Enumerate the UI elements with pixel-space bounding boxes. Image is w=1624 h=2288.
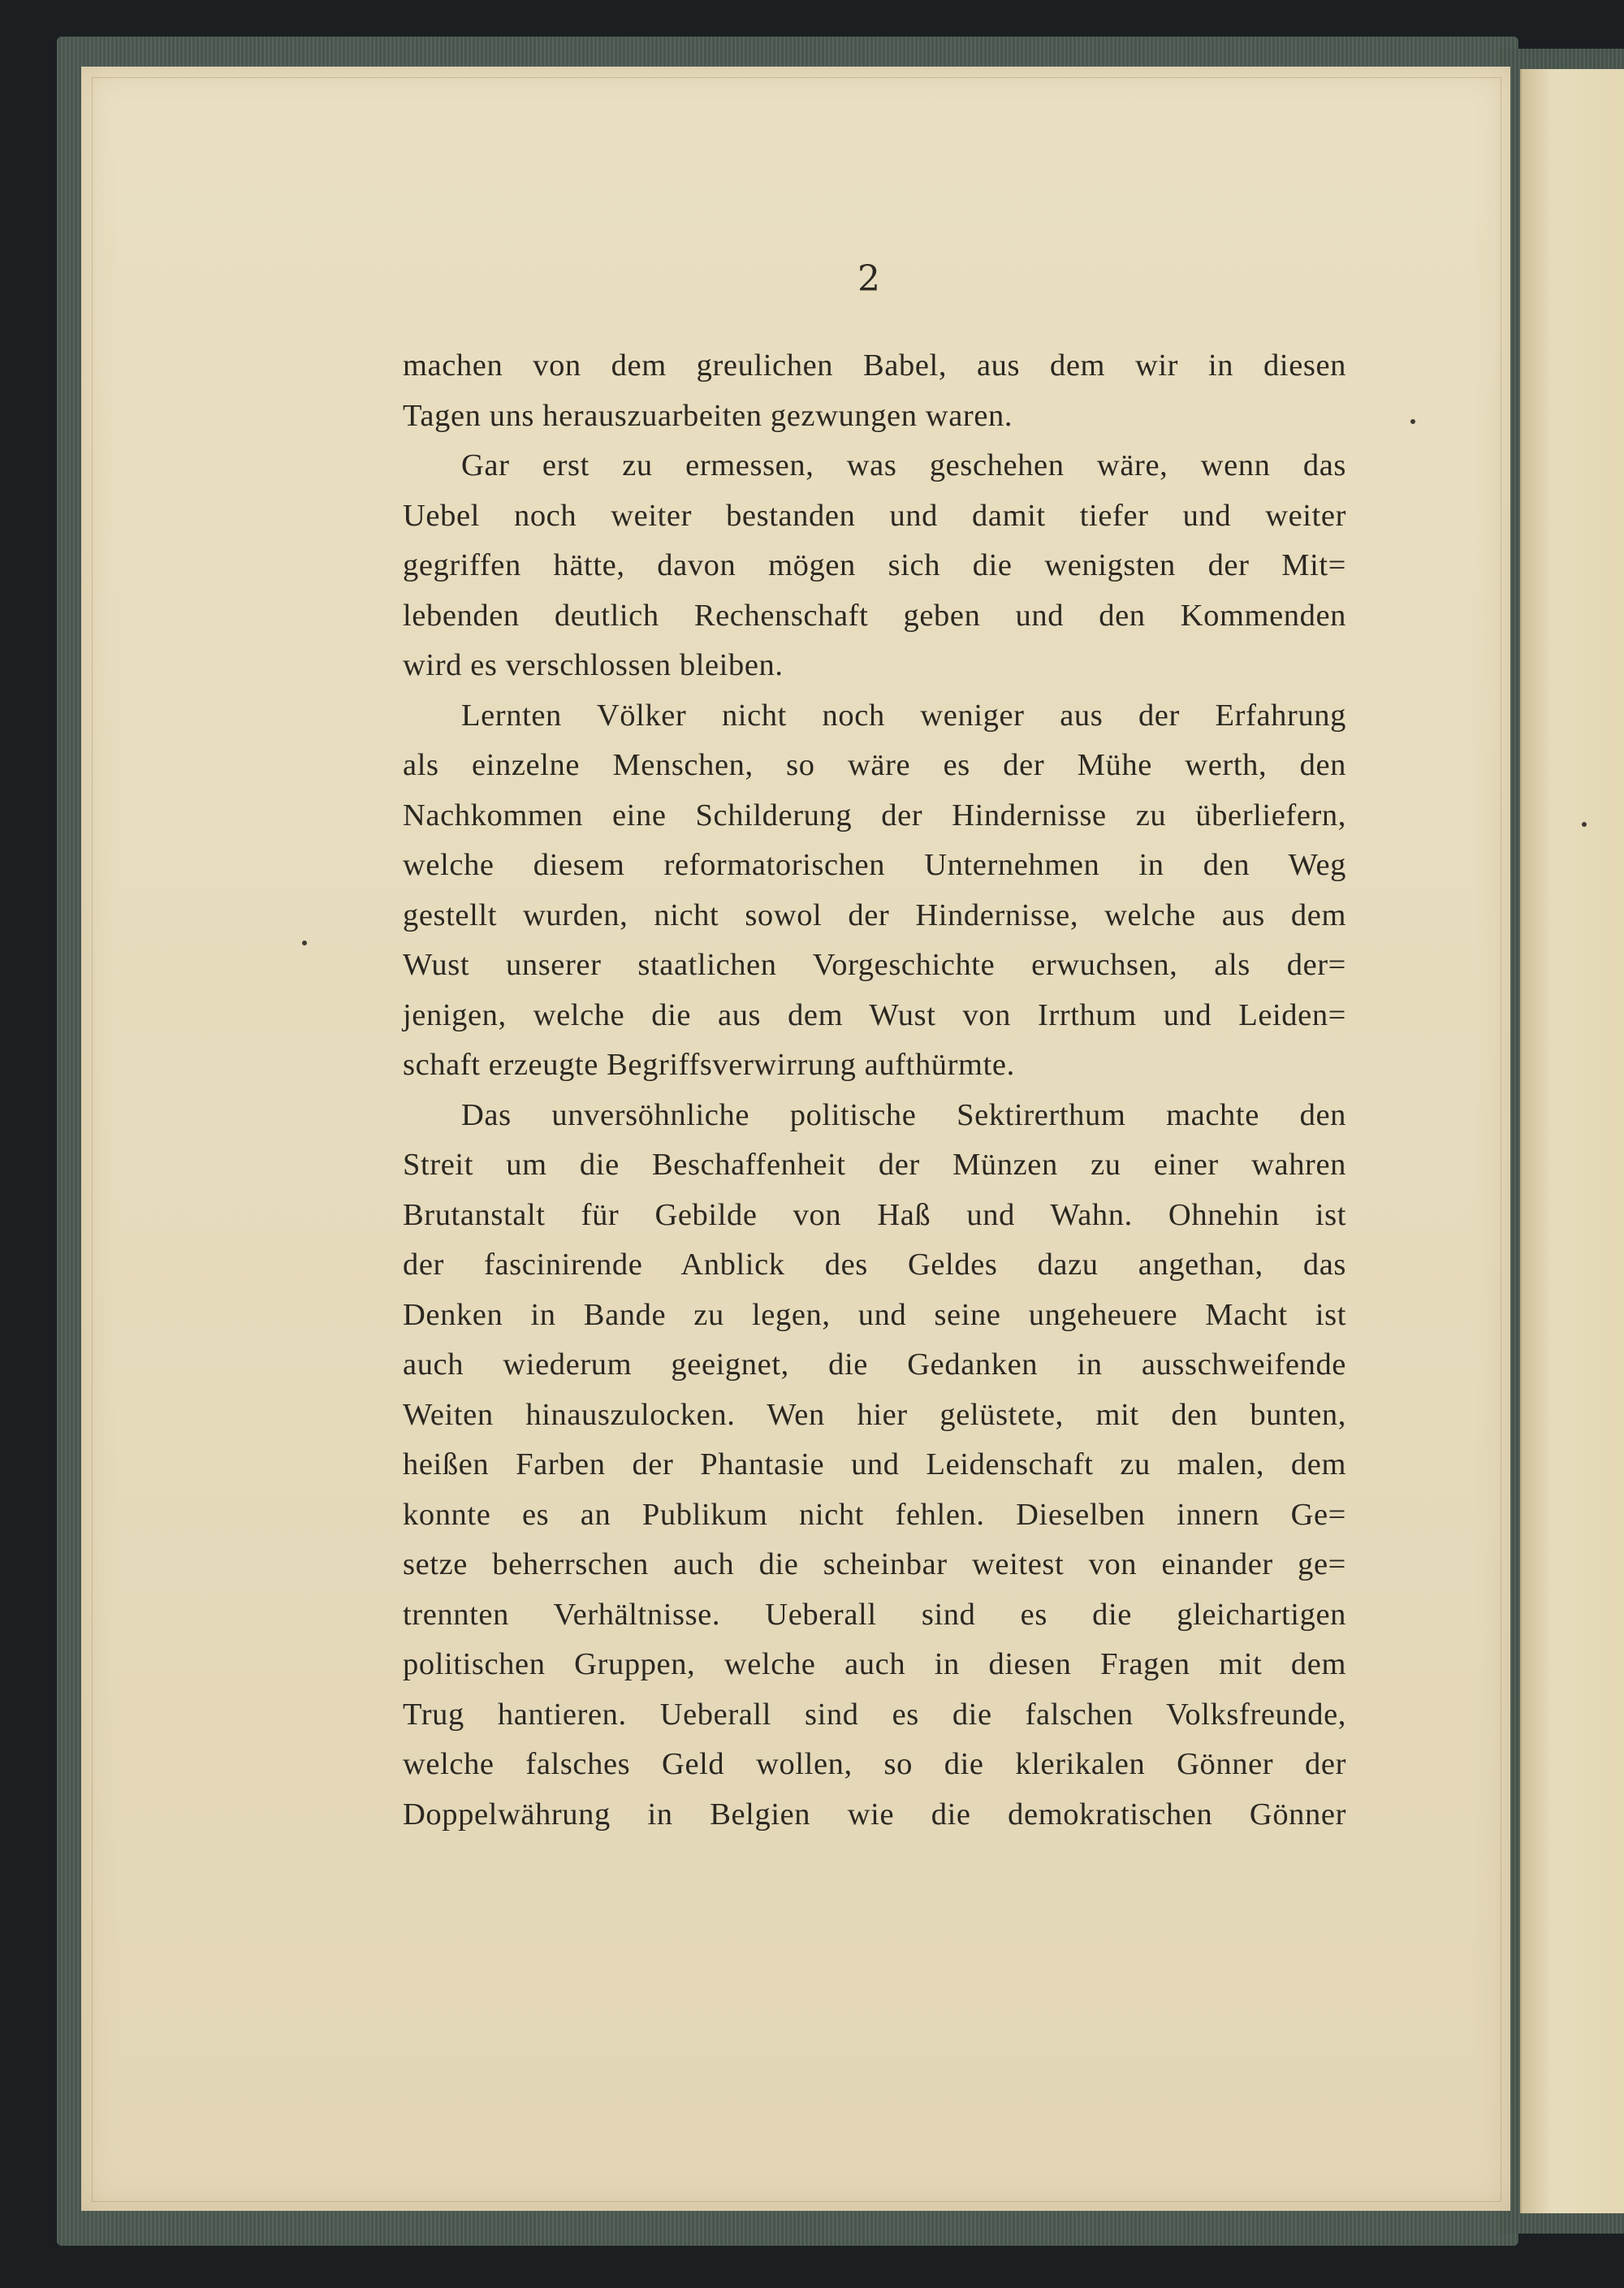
text-line: gestellt wurden, nicht sowol der Hindernisse, welche aus dem [403,897,1346,932]
text-line: gegriffen hätte, davon mögen sich die wenigsten der Mit= [403,548,1346,582]
text-line: der fascinirende Anblick des Geldes dazu angethan, das [403,1248,1346,1282]
text-line: schaft erzeugte Begriffsverwirrung aufthürmte. [403,1048,1015,1082]
facing-page-edge [1520,69,1624,2213]
text-line: Nachkommen eine Schilderung der Hindernisse zu überliefern, [403,798,1346,833]
text-line: Denken in Bande zu legen, und seine ungeheuere Macht ist [403,1297,1346,1332]
text-line: Tagen uns herauszuarbeiten gezwungen waren. [403,398,1013,433]
page-text [403,341,1346,1840]
text-line: jenigen, welche die aus dem Wust von Irrthum und Leiden= [403,997,1346,1032]
text-line: lebenden deutlich Rechenschaft geben und den Kommenden [403,598,1346,633]
text-line: Lernten Völker nicht noch weniger aus der Erfahrung [461,698,1346,733]
paper-speck [1582,822,1587,827]
text-line: welche diesem reformatorischen Unternehmen in den Weg [403,848,1346,882]
text-line: als einzelne Menschen, so wäre es der Mühe werth, den [403,748,1346,782]
text-line: Doppelwährung in Belgien wie die demokratischen Gönner [403,1797,1346,1832]
text-line: setze beherrschen auch die scheinbar weitest von einander ge= [403,1547,1346,1581]
text-line: Streit um die Beschaffenheit der Münzen zu einer wahren [403,1148,1346,1182]
text-line: welche falsches Geld wollen, so die klerikalen Gönner der [403,1747,1346,1781]
text-line: heißen Farben der Phantasie und Leidenschaft zu malen, dem [403,1447,1346,1481]
text-line: trennten Verhältnisse. Ueberall sind es die gleichartigen [403,1597,1346,1632]
text-line: Trug hantieren. Ueberall sind es die falschen Volksfreunde, [403,1697,1346,1732]
paper-speck [302,941,307,945]
text-line: konnte es an Publikum nicht fehlen. Dieselben innern Ge= [403,1497,1346,1532]
page-number: 2 [857,258,880,300]
text-line: wird es verschlossen bleiben. [403,648,784,682]
text-line: politischen Gruppen, welche auch in diesen Fragen mit dem [403,1647,1346,1681]
text-line: Das unversöhnliche politische Sektirerthum machte den [461,1097,1346,1132]
paper-speck [1410,419,1415,424]
text-line: Weiten hinauszulocken. Wen hier gelüstete, mit den bunten, [403,1397,1346,1432]
text-line: Gar erst zu ermessen, was geschehen wäre, wenn das [461,448,1346,482]
text-line: Brutanstalt für Gebilde von Haß und Wahn. Ohnehin ist [403,1197,1346,1232]
text-line: Wust unserer staatlichen Vorgeschichte erwuchsen, als der= [403,948,1346,982]
text-line: Uebel noch weiter bestanden und damit tiefer und weiter [403,498,1346,533]
text-line: machen von dem greulichen Babel, aus dem wir in diesen [403,348,1346,383]
text-line: auch wiederum geeignet, die Gedanken in ausschweifende [403,1347,1346,1382]
